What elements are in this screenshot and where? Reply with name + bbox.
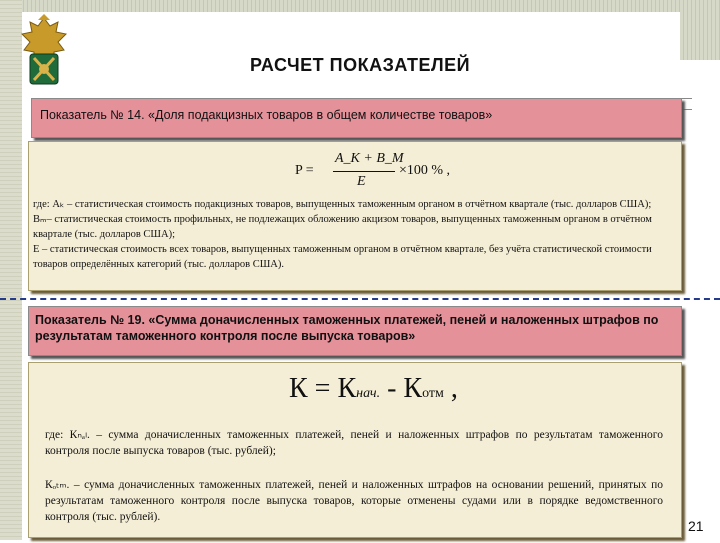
fraction-bar: [333, 171, 395, 172]
page-number: 21: [688, 518, 704, 534]
indicator-19-formula: [289, 373, 458, 405]
definition-e: E – статистическая стоимость всех товаров, выпущенных таможенным органом в отчётном квартале, без учёта статистической стоимости товаров определённых категорий (тыс. долларов США).: [33, 244, 652, 270]
formula-minus: - К: [380, 373, 423, 404]
indicator-14-definitions: [33, 197, 665, 272]
right-decor-corner: [680, 0, 720, 60]
indicator-19-content-box: [28, 362, 682, 538]
indicator-14-heading-box: [31, 98, 682, 138]
formula-sub-nach: нач.: [356, 386, 381, 401]
formula-lhs: P =: [295, 163, 314, 178]
definition-k-otm: Кₒₜₘ. – сумма доначисленных таможенных платежей, пеней и наложенных штрафов на основании решений, принятых по результатам таможенного контроля после выпуска товаров, которые отменены судами или в порядке ведомственного контроля (тыс. рублей).: [45, 479, 663, 523]
definition-k-nach: где: Кₙₐₗ. – сумма доначисленных таможенных платежей, пеней и наложенных штрафов по результатам таможенного контроля после выпуска товаров (тыс. рублей);: [45, 429, 663, 457]
slide-title: РАСЧЕТ ПОКАЗАТЕЛЕЙ: [250, 55, 471, 75]
formula-sub-otm: отм: [422, 386, 444, 401]
top-decor-band: [0, 0, 720, 12]
formula-numerator: A_K + B_M: [335, 151, 404, 166]
definition-bm: Bₘ– статистическая стоимость профильных, не подлежащих обложению акцизом товаров, выпущенных таможенным органом в отчётном квартале (тыс. долларов США);: [33, 214, 652, 240]
indicator-19-heading: Показатель № 19. «Сумма доначисленных таможенных платежей, пеней и наложенных штрафов по результатам таможенного контроля после выпуска товаров»: [35, 313, 659, 343]
indicator-14-content-box: [28, 141, 682, 291]
formula-rhs: ×100 % ,: [399, 163, 451, 178]
formula-tail: ,: [443, 373, 458, 404]
indicator-14-formula: [295, 146, 495, 198]
indicator-19-definitions: [45, 427, 663, 543]
customs-emblem-icon: [14, 14, 74, 92]
definition-ak: где: Aₖ – статистическая стоимость подакцизных товаров, выпущенных таможенным органом в отчётном квартале (тыс. долларов США);: [33, 199, 652, 210]
formula-lhs: К = К: [289, 373, 357, 404]
formula-denominator: E: [357, 174, 366, 189]
indicator-19-heading-box: [28, 306, 682, 356]
indicator-14-heading: Показатель № 14. «Доля подакцизных товаров в общем количестве товаров»: [40, 108, 493, 122]
section-divider: [0, 298, 720, 300]
